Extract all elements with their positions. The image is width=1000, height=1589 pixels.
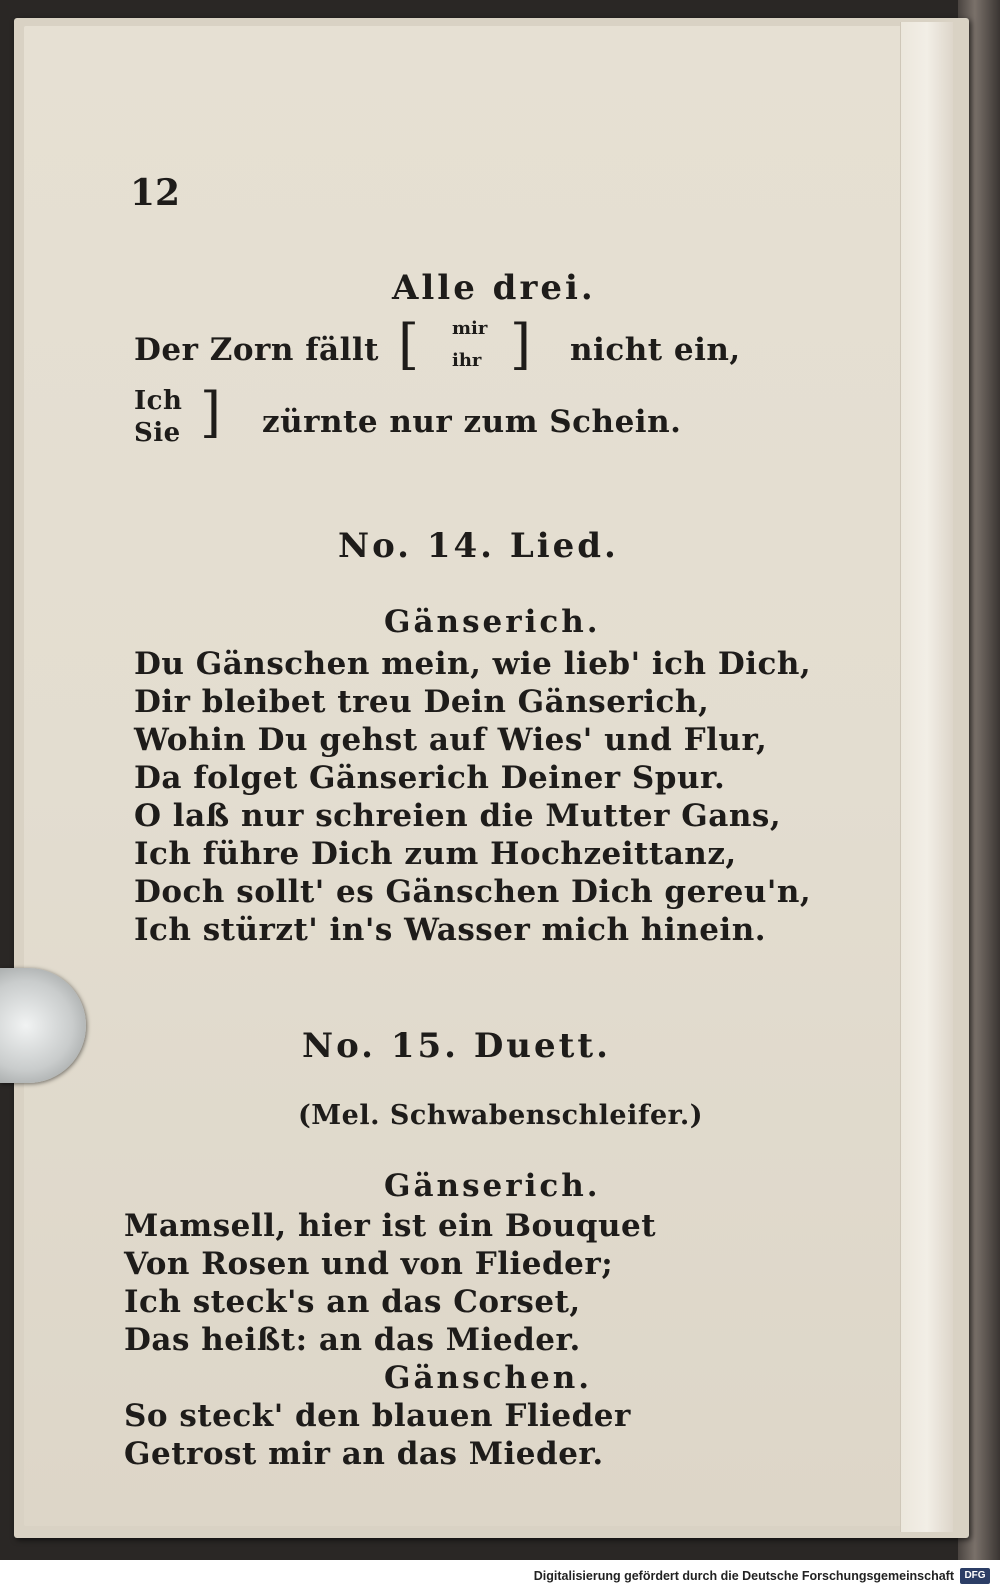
song-title-no14: No. 14. Lied.	[338, 526, 619, 566]
page-fore-edge	[900, 22, 953, 1532]
verse-line: Ich steck's an das Corset,	[124, 1284, 581, 1320]
verse-line-zorn: Der Zorn fällt	[134, 332, 379, 368]
verse-line: O laß nur schreien die Mutter Gans,	[134, 798, 782, 834]
verse-line: Doch sollt' es Gänschen Dich gereu'n,	[134, 874, 812, 910]
speaker-gaenschen: Gänschen.	[384, 1360, 593, 1396]
verse-line: Ich führe Dich zum Hochzeittanz,	[134, 836, 737, 872]
footer-bar	[0, 1560, 1000, 1589]
option-sie: Sie	[134, 418, 181, 448]
footer-funding-text: Digitalisierung gefördert durch die Deutsche Forschungsgemeinschaft	[533, 1569, 954, 1583]
verse-line: Mamsell, hier ist ein Bouquet	[124, 1208, 657, 1244]
verse-line-schein: zürnte nur zum Schein.	[262, 404, 682, 440]
verse-line: Du Gänschen mein, wie lieb' ich Dich,	[134, 646, 812, 682]
page-number: 12	[130, 172, 181, 214]
option-ihr: ihr	[452, 350, 482, 371]
dfg-logo-icon: DFG	[960, 1568, 990, 1584]
song-title-no15: No. 15. Duett.	[302, 1026, 611, 1066]
verse-line: Ich stürzt' in's Wasser mich hinein.	[134, 912, 767, 948]
option-mir: mir	[452, 318, 488, 339]
melody-note: (Mel. Schwabenschleifer.)	[298, 1100, 704, 1131]
speaker-gaenserich-2: Gänserich.	[384, 1168, 601, 1204]
verse-line: Da folget Gänserich Deiner Spur.	[134, 760, 726, 796]
verse-line: Wohin Du gehst auf Wies' und Flur,	[134, 722, 768, 758]
verse-line: So steck' den blauen Flieder	[124, 1398, 631, 1434]
option-ich: Ich	[134, 386, 183, 416]
speaker-alle-drei: Alle drei.	[392, 268, 596, 308]
right-brace-icon-2: ]	[200, 381, 222, 444]
right-brace-icon: ]	[510, 313, 532, 376]
verse-line: Von Rosen und von Flieder;	[124, 1246, 614, 1282]
verse-line: Das heißt: an das Mieder.	[124, 1322, 581, 1358]
speaker-gaenserich: Gänserich.	[384, 604, 601, 640]
verse-line: Getrost mir an das Mieder.	[124, 1436, 604, 1472]
verse-line: Dir bleibet treu Dein Gänserich,	[134, 684, 710, 720]
verse-line-zorn-end: nicht ein,	[570, 332, 741, 368]
left-brace-icon: [	[398, 313, 420, 376]
